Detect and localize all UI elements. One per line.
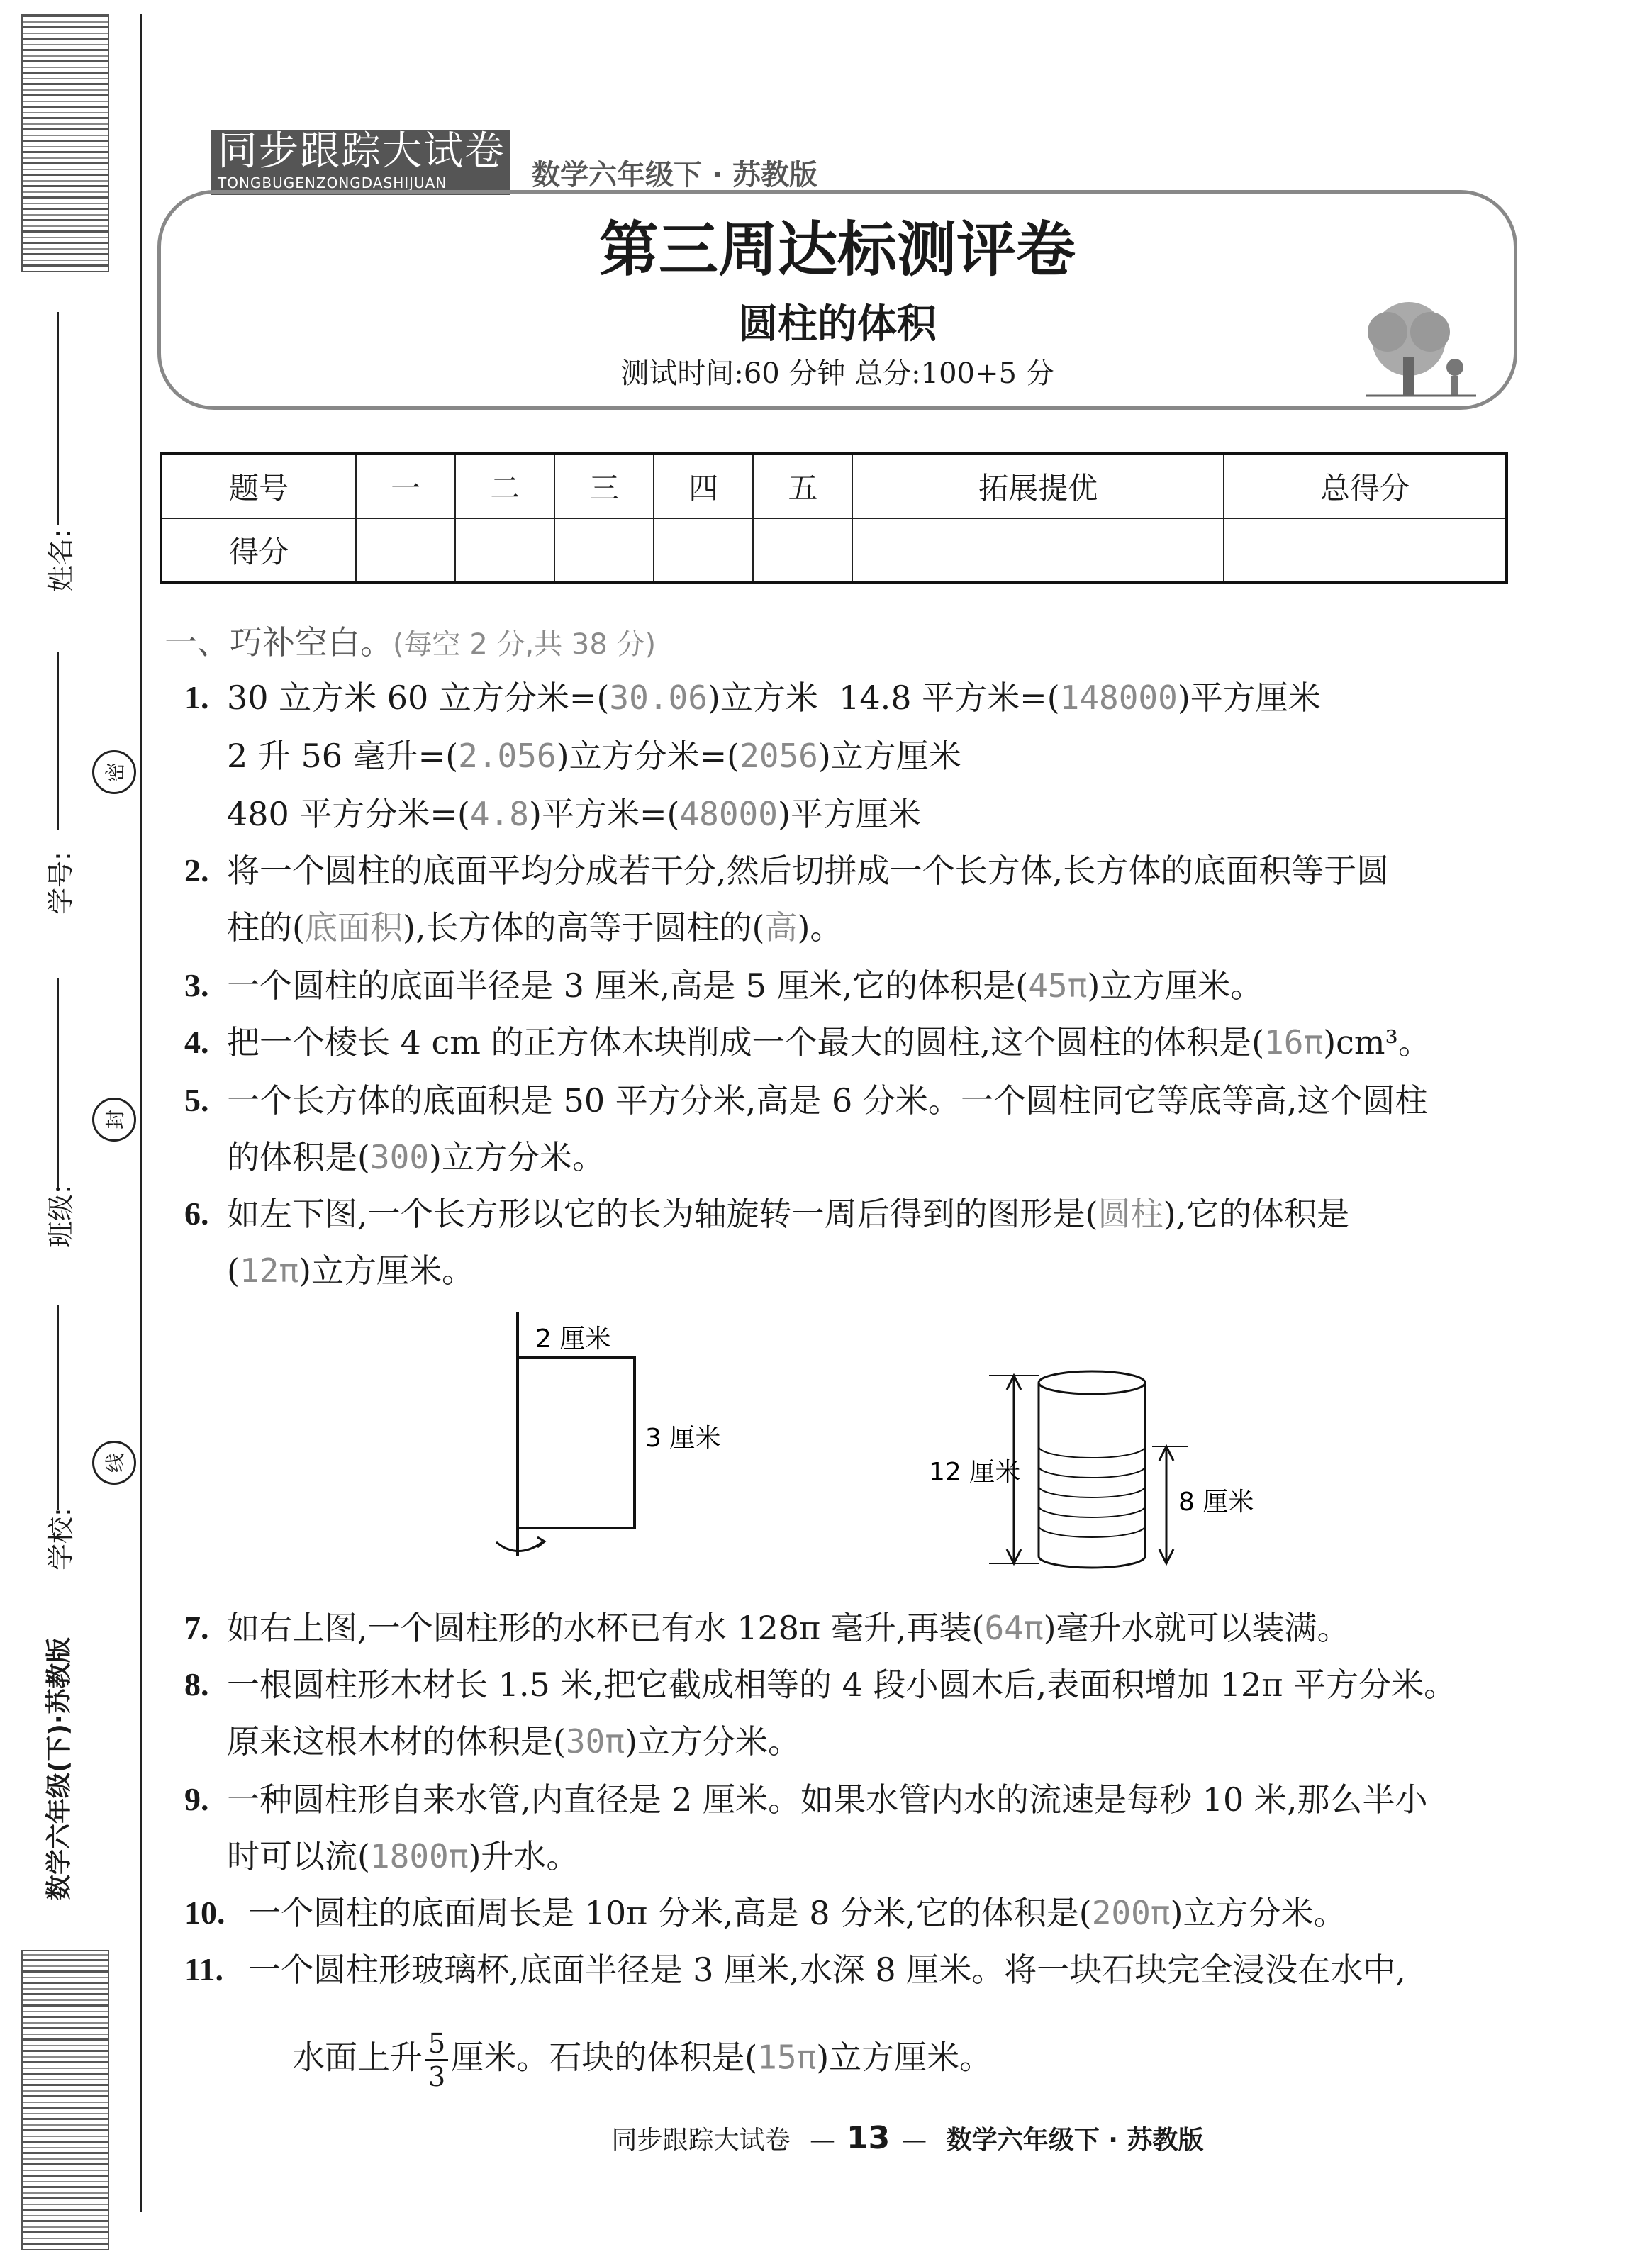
q2-text: 将一个圆柱的底面平均分成若干分,然后切拼成一个长方体,长方体的底面积等于圆: [227, 852, 1390, 890]
q1-answer-5: 4.8: [469, 795, 530, 833]
question-number: 10.: [184, 1895, 225, 1931]
question-9-line-1: [184, 1778, 1428, 1821]
q3-text: 一个圆柱的底面半径是 3 厘米,高是 5 厘米,它的体积是(: [227, 966, 1029, 1005]
q9-answer: 1800π: [369, 1837, 469, 1875]
question-number: 11.: [184, 1951, 223, 1987]
q1-text: 2 升 56 毫升=(: [227, 737, 459, 775]
q11-text: 水面上升: [292, 2038, 423, 2077]
footer-left: 同步跟踪大试卷: [611, 2126, 791, 2155]
score-cell[interactable]: [654, 518, 753, 583]
question-number: 2.: [184, 852, 209, 888]
page-number: 13: [847, 2120, 891, 2156]
q11-text: 厘米。石块的体积是(: [451, 2038, 758, 2077]
q8-text: 一根圆柱形木材长 1.5 米,把它截成相等的 4 段小圆木后,表面积增加 12π 平方分米。: [227, 1666, 1457, 1704]
cup-bottom: [1039, 1556, 1145, 1568]
header-cell: 三: [554, 454, 654, 518]
question-5-line-2: [227, 1136, 605, 1178]
water-ring: [1039, 1526, 1145, 1537]
score-cell[interactable]: [852, 518, 1224, 583]
q10-answer: 200π: [1091, 1894, 1171, 1932]
header-cell: 一: [356, 454, 455, 518]
rectangle-rotation-figure: [454, 1305, 752, 1567]
rectangle-shape: [518, 1358, 635, 1528]
q11-text: )立方厘米。: [816, 2038, 993, 2077]
q11-text: 一个圆柱形玻璃杯,底面半径是 3 厘米,水深 8 厘米。将一块石块完全浸没在水中,: [248, 1951, 1406, 1989]
q4-text: )cm³。: [1323, 1023, 1431, 1061]
class-underline: [57, 978, 59, 1191]
q1-text: )平方厘米: [1177, 679, 1321, 717]
cup-water-height-label: 8 厘米: [1178, 1488, 1254, 1517]
q2-text: 柱的(: [227, 908, 305, 947]
rect-width-label: 2 厘米: [535, 1324, 611, 1354]
header-cell: 总得分: [1224, 454, 1507, 518]
rect-height-label: 3 厘米: [645, 1424, 721, 1453]
q11-answer: 15π: [757, 2038, 817, 2077]
question-5-line-1: [184, 1079, 1428, 1122]
cylinder-cup-figure: [915, 1368, 1283, 1574]
score-table-score-row: [161, 518, 1507, 583]
q1-answer-6: 48000: [679, 795, 778, 833]
q6-text: ),它的体积是: [1163, 1195, 1350, 1233]
question-8-line-1: [184, 1663, 1457, 1706]
school-underline: [57, 1305, 59, 1510]
q1-answer-1: 30.06: [609, 679, 708, 717]
decorative-pattern-bottom: [21, 1950, 109, 2250]
q1-text: )平方厘米: [777, 795, 921, 833]
score-cell[interactable]: [753, 518, 852, 583]
question-number: 9.: [184, 1781, 209, 1817]
title-banner: [157, 190, 1517, 410]
seal-mi: 密: [92, 750, 136, 794]
q1-text: )立方厘米: [817, 737, 961, 775]
q1-text: )立方分米=(: [556, 737, 740, 775]
brand-pinyin: TONGBUGENZONGDASHIJUAN: [218, 174, 447, 191]
q1-text: )平方米=(: [529, 795, 680, 833]
decorative-pattern-top: [21, 14, 109, 272]
test-meta: 测试时间:60 分钟 总分:100+5 分: [620, 357, 1054, 390]
header-cell: 四: [654, 454, 753, 518]
question-3: [184, 964, 1263, 1007]
question-2-line-1: [184, 849, 1390, 892]
question-2-line-2: [227, 906, 842, 949]
q10-text: )立方分米。: [1170, 1894, 1346, 1932]
water-ring: [1039, 1486, 1145, 1497]
water-ring: [1039, 1506, 1145, 1517]
question-6-line-1: [184, 1193, 1350, 1235]
q1-text: 14.8 平方米=(: [839, 679, 1060, 717]
section-note: (每空 2 分,共 38 分): [393, 628, 657, 661]
page-title: 第三周达标测评卷: [598, 214, 1076, 284]
seal-xian: 线: [92, 1441, 136, 1485]
q5-text: 一个长方体的底面积是 50 平方分米,高是 6 分米。一个圆柱同它等底等高,这个圆柱: [227, 1081, 1428, 1120]
question-11-line-1: [184, 1948, 1406, 1991]
question-9-line-2: [227, 1835, 579, 1878]
q2-answer-1: 底面积: [304, 908, 403, 947]
q3-answer: 45π: [1028, 966, 1088, 1005]
fraction: [425, 2028, 448, 2092]
score-cell[interactable]: [356, 518, 455, 583]
question-1-line-1: [184, 676, 1321, 719]
question-1-line-3: [227, 793, 921, 835]
question-number: 4.: [184, 1024, 209, 1060]
q1-answer-2: 148000: [1059, 679, 1178, 717]
q6-answer-2: 12π: [239, 1251, 299, 1290]
q9-text: 时可以流(: [227, 1837, 370, 1875]
q9-text: )升水。: [468, 1837, 579, 1875]
question-8-line-2: [227, 1720, 800, 1763]
question-11-line-2: [292, 2028, 992, 2092]
q6-text: )立方厘米。: [298, 1251, 474, 1290]
q5-text: )立方分米。: [429, 1138, 605, 1176]
q7-text: 如右上图,一个圆柱形的水杯已有水 128π 毫升,再装(: [227, 1609, 985, 1647]
q1-answer-4: 2056: [740, 737, 818, 775]
question-1-line-2: [227, 735, 961, 777]
footer-right: 数学六年级下 · 苏教版: [946, 2126, 1204, 2155]
question-number: 7.: [184, 1610, 209, 1646]
score-table-header-row: [161, 454, 1507, 518]
q5-text: 的体积是(: [227, 1138, 370, 1176]
cup-top-ellipse: [1039, 1371, 1145, 1394]
section-heading: [164, 617, 656, 664]
q9-text: 一种圆柱形自来水管,内直径是 2 厘米。如果水管内水的流速是每秒 10 米,那么半小: [227, 1780, 1428, 1819]
header-subject: 数学六年级下 · 苏教版: [532, 159, 818, 191]
q7-text: )毫升水就可以装满。: [1043, 1609, 1350, 1647]
header-cell: 拓展提优: [852, 454, 1224, 518]
number-label: 学号:: [45, 852, 77, 915]
q2-text: ),长方体的高等于圆柱的(: [402, 908, 765, 947]
q2-answer-2: 高: [764, 908, 798, 947]
q3-text: )立方厘米。: [1087, 966, 1263, 1005]
score-cell[interactable]: [554, 518, 654, 583]
binding-gutter: [0, 0, 142, 2259]
score-cell[interactable]: [1224, 518, 1507, 583]
header-cell: 二: [455, 454, 554, 518]
header-cell: 五: [753, 454, 852, 518]
number-underline: [57, 652, 59, 830]
q1-text: 480 平方分米=(: [227, 795, 470, 833]
question-7: [184, 1607, 1350, 1649]
q2-text: )。: [797, 908, 843, 947]
q1-text: 30 立方米 60 立方分米=(: [227, 679, 610, 717]
page-footer: 同步跟踪大试卷 — 13 — 数学六年级下 · 苏教版: [611, 2120, 1204, 2156]
score-row-label: 得分: [161, 518, 356, 583]
class-label: 班级:: [45, 1185, 77, 1248]
tree-illustration: [1359, 300, 1480, 399]
question-4: [184, 1021, 1431, 1064]
fraction-numerator: 5: [425, 2028, 448, 2061]
page-subtitle: 圆柱的体积: [738, 301, 937, 347]
section-title: 一、巧补空白。: [164, 623, 393, 662]
brand-logo: [211, 130, 510, 195]
q10-text: 一个圆柱的底面周长是 10π 分米,高是 8 分米,它的体积是(: [248, 1894, 1092, 1932]
q8-text: 原来这根木材的体积是(: [227, 1722, 566, 1761]
question-number: 1.: [184, 679, 209, 715]
q6-text: 如左下图,一个长方形以它的长为轴旋转一周后得到的图形是(: [227, 1195, 1098, 1233]
q8-text: )立方分米。: [625, 1722, 800, 1761]
binding-line: [140, 14, 142, 2212]
name-label: 姓名:: [45, 529, 77, 592]
score-cell[interactable]: [455, 518, 554, 583]
score-table: [160, 452, 1508, 584]
water-line: [1039, 1446, 1145, 1458]
question-10: [184, 1892, 1346, 1934]
rotation-arrow: [496, 1542, 542, 1551]
q1-text: )立方米: [707, 679, 818, 717]
q7-answer: 64π: [984, 1609, 1044, 1647]
question-number: 8.: [184, 1666, 209, 1702]
book-label: 数学六年级(下)·苏教版: [45, 1637, 74, 1900]
cup-total-height-label: 12 厘米: [929, 1458, 1021, 1487]
question-number: 6.: [184, 1195, 209, 1232]
q4-text: 把一个棱长 4 cm 的正方体木块削成一个最大的圆柱,这个圆柱的体积是(: [227, 1023, 1265, 1061]
q1-answer-3: 2.056: [458, 737, 557, 775]
question-6-line-2: [227, 1249, 474, 1292]
header-cell: 题号: [161, 454, 356, 518]
question-number: 5.: [184, 1082, 209, 1118]
brand-title: 同步跟踪大试卷: [218, 128, 506, 174]
q6-text: (: [227, 1251, 240, 1290]
seal-feng: 封: [92, 1098, 136, 1142]
name-underline: [57, 312, 59, 525]
q6-answer-1: 圆柱: [1098, 1195, 1163, 1233]
water-ring: [1039, 1466, 1145, 1478]
question-number: 3.: [184, 967, 209, 1003]
school-label: 学校:: [45, 1507, 77, 1571]
fraction-denominator: 3: [428, 2061, 446, 2092]
q5-answer: 300: [369, 1138, 430, 1176]
q8-answer: 30π: [565, 1722, 625, 1761]
q4-answer: 16π: [1264, 1023, 1324, 1061]
